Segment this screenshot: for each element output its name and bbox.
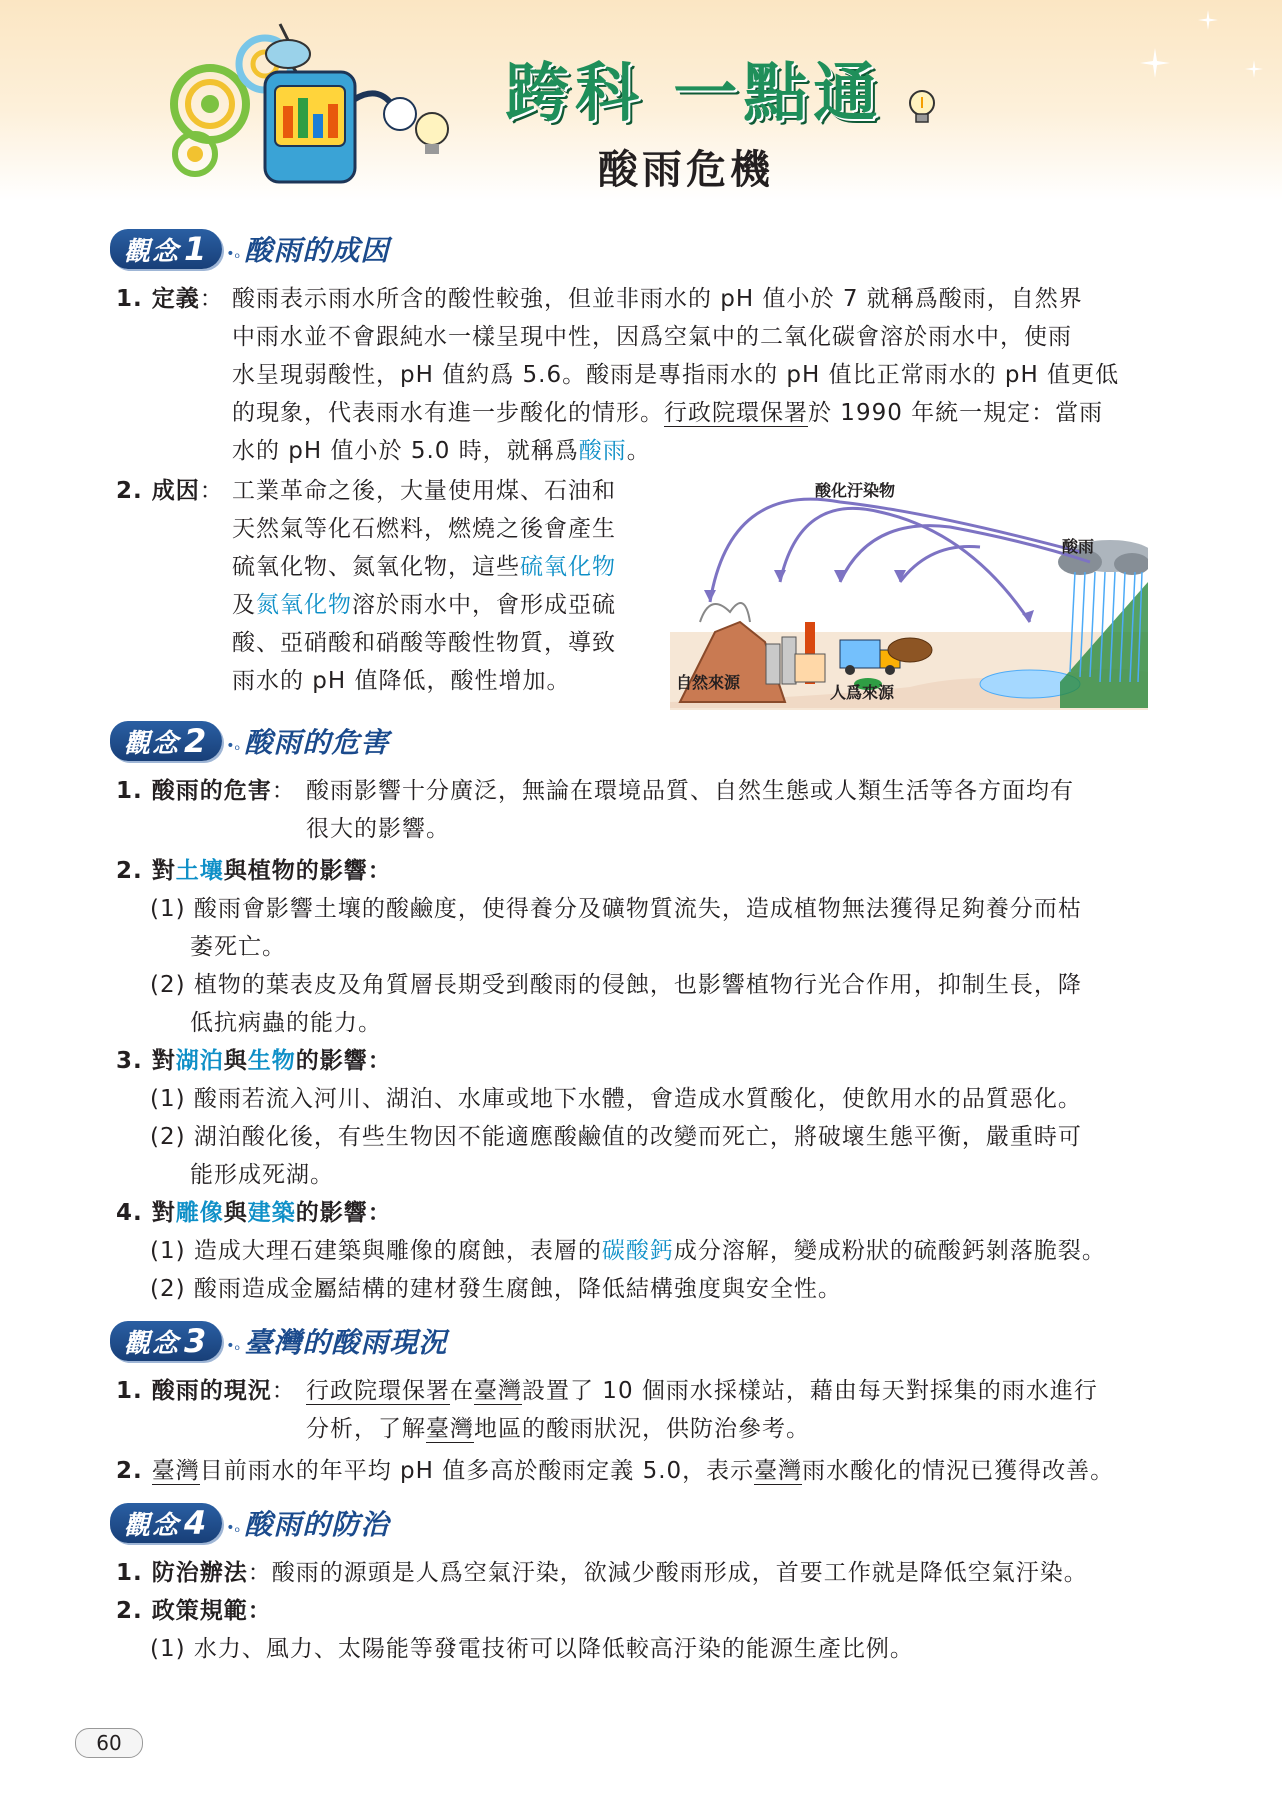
concept-title: 酸雨的危害 <box>244 726 390 759</box>
concept-badge: 觀念 1 <box>110 229 222 269</box>
main-title: 跨科 一點通 <box>505 57 884 131</box>
lightbulb-icon <box>905 88 939 128</box>
sparkle-icon <box>1140 48 1170 78</box>
dots-icon: •ₒ <box>226 1338 241 1354</box>
page-subtitle: 酸雨危機 <box>598 146 774 193</box>
label-pollutants: 酸化汙染物 <box>815 481 896 500</box>
sparkle-icon <box>1198 10 1218 30</box>
concept-title: 酸雨的防治 <box>244 1508 390 1541</box>
concept-badge: 觀念 3 <box>110 1321 222 1361</box>
concept-title: 酸雨的成因 <box>244 234 390 267</box>
concept-badge: 觀念 2 <box>110 721 222 761</box>
label-human-source: 人爲來源 <box>830 683 895 702</box>
dots-icon: •ₒ <box>226 1520 241 1536</box>
dots-icon: •ₒ <box>226 738 241 754</box>
label-natural-source: 自然來源 <box>676 673 741 692</box>
concept-4-heading <box>110 1500 389 1546</box>
label-acid-rain: 酸雨 <box>1062 537 1095 556</box>
dots-icon: •ₒ <box>226 246 241 262</box>
concept-title: 臺灣的酸雨現況 <box>244 1326 448 1359</box>
concept-3-heading <box>110 1318 447 1364</box>
concept-2-heading <box>110 718 389 764</box>
concept-badge: 觀念 4 <box>110 1503 222 1543</box>
page-number: 60 <box>75 1728 143 1758</box>
sparkle-icon <box>1245 60 1263 78</box>
acid-rain-diagram <box>670 472 1148 710</box>
mascot-illustration <box>170 14 470 194</box>
concept-1-heading <box>110 226 389 272</box>
